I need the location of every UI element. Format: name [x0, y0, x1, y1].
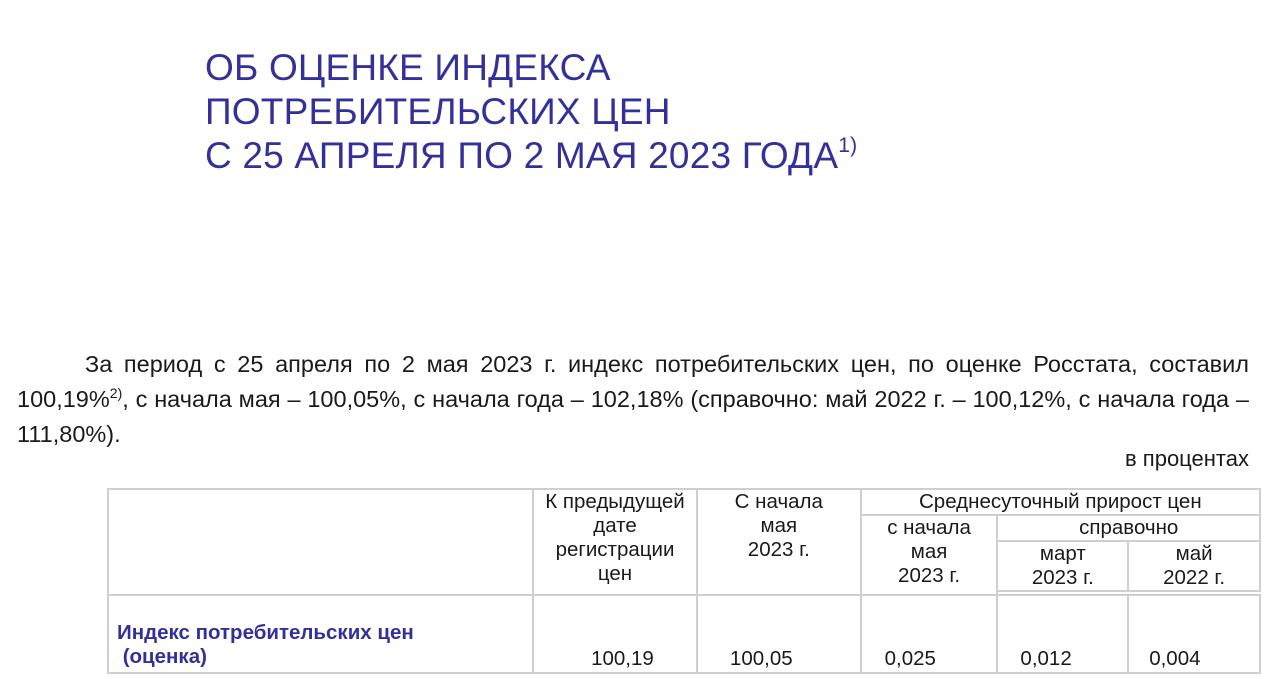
cpi-table — [107, 488, 1261, 674]
table-row — [108, 595, 1260, 673]
header-prev-date-line-3: регистрации — [555, 538, 675, 561]
header-avg-since-may — [861, 515, 998, 595]
header-avg-since-may-line-3: 2023 г. — [898, 564, 961, 587]
header-prev-date-line-1: К предыдущей — [545, 490, 685, 513]
title-footnote-mark: 1) — [838, 134, 858, 157]
paragraph-part-1: За период с 25 апреля по 2 мая 2023 г. индекс потребительских цен, по оценке Росстата, составил 100,19% — [17, 351, 1249, 412]
header-reference: справочно — [997, 515, 1260, 541]
paragraph-part-2: , с начала мая – 100,05%, с начала года – 102,18% (справочно: май 2022 г. – 100,12%, с начала года – 111,80%). — [17, 386, 1249, 447]
header-may-line-2: 2022 г. — [1163, 566, 1226, 589]
header-avg-daily: Среднесуточный прирост цен — [861, 489, 1260, 515]
value-march-2023: 0,012 — [997, 595, 1128, 673]
header-since-may-line-3: 2023 г. — [747, 538, 810, 561]
header-avg-since-may-line-2: мая — [910, 540, 948, 563]
header-prev-date-line-4: цен — [597, 562, 633, 585]
header-prev-date-line-2: дате — [593, 514, 637, 537]
header-avg-since-may-line-1: с начала — [887, 516, 971, 539]
header-may-line-1: май — [1175, 542, 1213, 565]
header-march-2023 — [997, 541, 1128, 591]
value-prev-date: 100,19 — [533, 595, 697, 673]
header-since-may — [697, 489, 861, 595]
value-may-2022: 0,004 — [1128, 595, 1260, 673]
value-since-may: 100,05 — [697, 595, 861, 673]
paragraph-footnote-mark: 2) — [109, 385, 123, 401]
header-since-may-line-1: С начала — [734, 490, 823, 513]
header-march-line-1: март — [1039, 542, 1086, 565]
document-title — [205, 46, 857, 178]
header-may-2022 — [1128, 541, 1260, 591]
title-line-1: ОБ ОЦЕНКЕ ИНДЕКСА — [205, 47, 611, 88]
title-line-2: ПОТРЕБИТЕЛЬСКИХ ЦЕН — [205, 91, 671, 132]
row-label-line-1: Индекс потребительских цен — [117, 621, 414, 644]
header-empty-cell — [108, 489, 533, 595]
header-prev-date — [533, 489, 697, 595]
header-march-line-2: 2023 г. — [1031, 566, 1094, 589]
row-label — [108, 595, 533, 673]
summary-paragraph — [17, 347, 1249, 452]
row-label-line-2: (оценка) — [117, 645, 207, 668]
title-line-3 — [205, 134, 857, 178]
unit-note: в процентах — [1125, 446, 1249, 471]
header-since-may-line-2: мая — [760, 514, 798, 537]
value-avg-since-may: 0,025 — [861, 595, 998, 673]
title-line-3-text: С 25 АПРЕЛЯ ПО 2 МАЯ 2023 ГОДА — [205, 135, 839, 176]
